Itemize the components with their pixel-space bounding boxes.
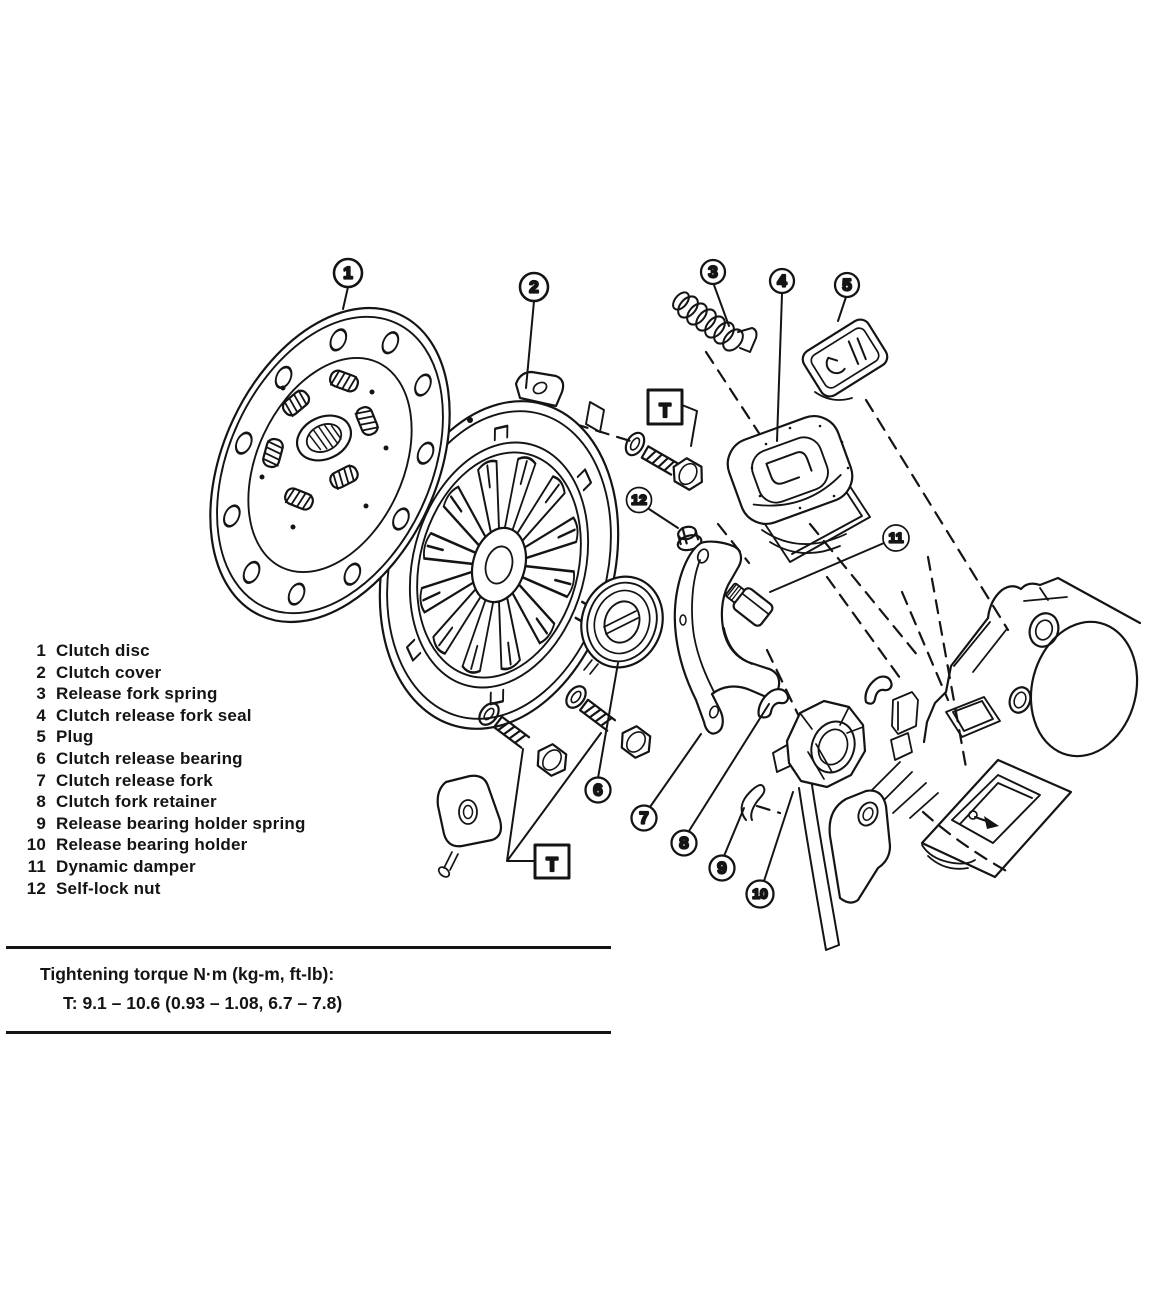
housing-window <box>946 697 1000 737</box>
callout-1 <box>334 259 362 287</box>
parts-legend <box>15 640 306 899</box>
legend-item: 9 Release bearing holder spring <box>36 813 306 833</box>
dynamic-damper <box>722 579 774 628</box>
assembly-arrow <box>969 811 999 829</box>
release-bearing-holder <box>773 701 865 787</box>
plug <box>799 316 891 400</box>
legend-item: 11 Dynamic damper <box>27 856 196 876</box>
legend-item: 5 Plug <box>36 727 94 747</box>
callout-6 <box>586 778 611 803</box>
legend-item: 8 Clutch fork retainer <box>36 792 217 812</box>
legend-item: 4 Clutch release fork seal <box>36 705 252 725</box>
callout-12 <box>627 488 652 513</box>
transaxle-housing <box>862 578 1151 877</box>
callout-3 <box>701 260 725 284</box>
torque-note-top-rule <box>6 946 611 949</box>
callout-10 <box>747 881 774 908</box>
svg-text:7: 7 <box>639 808 649 828</box>
bolt-with-washer <box>622 430 708 494</box>
callout-9 <box>710 856 735 881</box>
torque-note-heading: Tightening torque N·m (kg-m, ft-lb): <box>40 964 335 984</box>
svg-text:3: 3 <box>708 262 718 282</box>
torque-note-value: T: 9.1 – 10.6 (0.93 – 1.08, 6.7 – 7.8) <box>63 993 343 1013</box>
svg-text:4: 4 <box>777 271 787 291</box>
svg-text:5: 5 <box>842 275 852 295</box>
fork-retainer-installed <box>865 677 891 704</box>
callout-5 <box>835 273 859 297</box>
callout-7 <box>632 806 657 831</box>
release-fork-spring <box>670 289 757 354</box>
svg-text:12: 12 <box>631 491 647 508</box>
torque-note-bottom-rule <box>6 1031 611 1034</box>
callout-2 <box>520 273 548 301</box>
cable-bracket <box>830 791 890 903</box>
svg-text:1: 1 <box>343 263 353 283</box>
legend-item: 6 Clutch release bearing <box>36 748 243 768</box>
legend-item: 3 Release fork spring <box>36 684 218 704</box>
legend-item: 10 Release bearing holder <box>26 835 248 855</box>
torque-symbol: T <box>659 401 671 423</box>
legend-item: 7 Clutch release fork <box>36 770 213 790</box>
release-fork-seal <box>720 409 870 562</box>
housing-top-edge <box>988 578 1140 623</box>
callout-8 <box>672 831 697 856</box>
callout-11 <box>883 525 909 551</box>
callout-4 <box>770 269 794 293</box>
svg-text:8: 8 <box>679 833 689 853</box>
svg-text:10: 10 <box>752 885 768 902</box>
bell-opening <box>1017 610 1151 767</box>
cover-lug <box>438 776 501 847</box>
legend-item: 1 Clutch disc <box>36 641 150 660</box>
holder-spring <box>742 785 765 820</box>
svg-text:9: 9 <box>717 858 727 878</box>
legend-item: 2 Clutch cover <box>36 662 162 682</box>
bolt-boss <box>1006 684 1034 715</box>
housing-lug <box>892 692 918 734</box>
svg-text:6: 6 <box>593 780 603 800</box>
svg-text:2: 2 <box>529 277 539 297</box>
housing-lug <box>891 733 912 760</box>
holder-arm <box>799 785 890 950</box>
svg-text:11: 11 <box>888 529 904 546</box>
legend-item: 12 Self-lock nut <box>26 878 161 898</box>
torque-symbol: T <box>546 855 558 877</box>
